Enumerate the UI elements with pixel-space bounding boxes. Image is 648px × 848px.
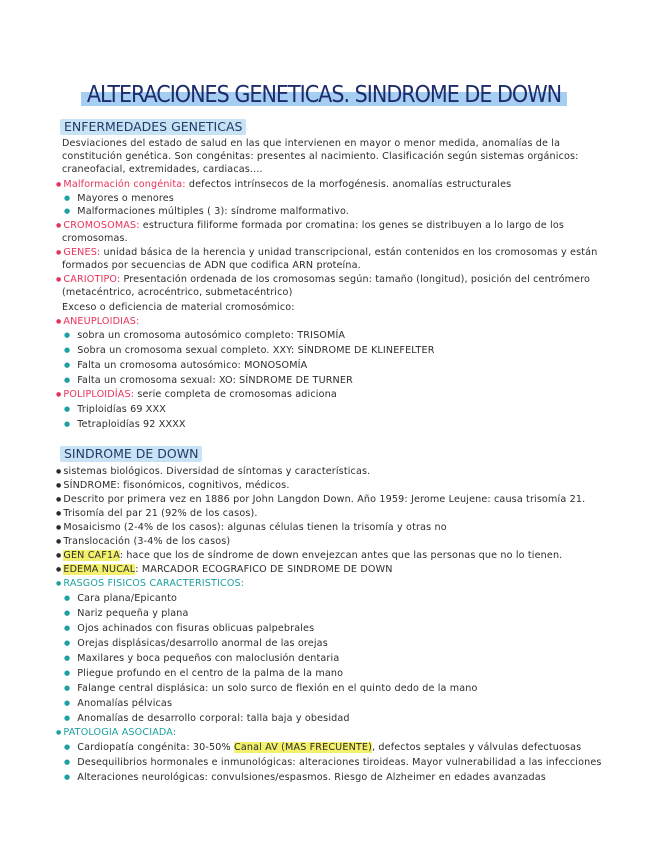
cariotipo-item: ● CARIOTIPO: Presentación ordenada de los cromosomas según: tamaño (longitud), posición del centrómero: [56, 273, 590, 287]
down-item: ● SÍNDROME: fisonómicos, cognitivos, médicos.: [56, 479, 290, 493]
heading-sindrome-de-down: SINDROME DE DOWN: [60, 446, 202, 462]
list-item: ● Nariz pequeña y plana: [64, 608, 189, 619]
list-item: ● Falta un cromosoma sexual: XO: SÍNDROME DE TURNER: [64, 375, 353, 386]
down-item: ● Translocación (3-4% de los casos): [56, 535, 230, 549]
list-item: ● Anomalías pélvicas: [64, 698, 173, 709]
page-title: ALTERACIONES GENETICAS. SINDROME DE DOWN: [81, 82, 567, 108]
aneuploidias-item: ● ANEUPLOIDIAS:: [56, 315, 139, 329]
heading-enfermedades-geneticas: ENFERMEDADES GENETICAS: [60, 119, 246, 135]
genes-cont: formados por secuencias de ADN que codifica ARN proteína.: [62, 260, 361, 271]
rasgos-heading: ● RASGOS FISICOS CARACTERISTICOS:: [56, 577, 244, 591]
list-item: ● Cara plana/Epicanto: [64, 593, 178, 604]
malformacion-item: ● Malformación congénita: defectos intrínsecos de la morfogénesis. anomalías estructurales: [56, 178, 511, 192]
down-item: ● Trisomía del par 21 (92% de los casos).: [56, 507, 258, 521]
list-item: ● Alteraciones neurológicas: convulsiones/espasmos. Riesgo de Alzheimer en edades avanzadas: [64, 772, 546, 783]
cariotipo-cont: (metacéntrico, acrocéntrico, submetacéntrico): [62, 287, 293, 298]
list-item: ● Desequilibrios hormonales e inmunológicas: alteraciones tiroideas. Mayor vulnerabilidad a las infecciones: [64, 757, 602, 768]
list-item: ● Tetraploidías 92 XXXX: [64, 419, 186, 430]
intro-line: Desviaciones del estado de salud en las que intervienen en mayor o menor medida, anomalías de la: [62, 138, 561, 149]
list-item: ● Triploidías 69 XXX: [64, 404, 166, 415]
list-item: ● sobra un cromosoma autosómico completo: TRISOMÍA: [64, 330, 346, 341]
down-item: ● Mosaicismo (2-4% de los casos): algunas células tienen la trisomía y otras no: [56, 521, 447, 535]
poliploidias-item: ● POLIPLOIDÍAS: serie completa de cromosomas adiciona: [56, 388, 337, 402]
intro-line: craneofacial, extremidades, cardiacas....: [62, 164, 263, 175]
list-item: ● Pliegue profundo en el centro de la palma de la mano: [64, 668, 344, 679]
intro-line: constitución genética. Son congénitas: presentes al nacimiento. Clasificación según sistemas orgánicos:: [62, 151, 579, 162]
list-item: ● Orejas displásicas/desarrollo anormal de las orejas: [64, 638, 328, 649]
list-item: ● Malformaciones múltiples ( 3): síndrome malformativo.: [64, 206, 349, 217]
list-item: ● Maxilares y boca pequeños con maloclusión dentaria: [64, 653, 340, 664]
title-wrap: [0, 82, 648, 108]
cromosomas-item: ● CROMOSOMAS: estructura filiforme formada por cromatina: los genes se distribuyen a lo largo de los: [56, 219, 564, 233]
down-item: ● Descrito por primera vez en 1886 por John Langdon Down. Año 1959: Jerome Leujene: causa trisomía 21.: [56, 493, 585, 507]
gen-caf1a-item: ● GEN CAF1A: hace que los de síndrome de down envejezcan antes que las personas que no lo tienen.: [56, 549, 562, 563]
list-item: ● Cardiopatía congénita: 30-50% Canal AV (MAS FRECUENTE), defectos septales y válvulas defectuosas: [64, 742, 582, 753]
exceso-line: Exceso o deficiencia de material cromosómico:: [62, 302, 295, 313]
genes-item: ● GENES: unidad básica de la herencia y unidad transcripcional, están contenidos en los cromosomas y están: [56, 246, 597, 260]
list-item: ● Mayores o menores: [64, 193, 174, 204]
list-item: ● Sobra un cromosoma sexual completo. XXY: SÍNDROME DE KLINEFELTER: [64, 345, 435, 356]
edema-nucal-item: ● EDEMA NUCAL: MARCADOR ECOGRAFICO DE SINDROME DE DOWN: [56, 563, 393, 577]
list-item: ● Falange central displásica: un solo surco de flexión en el quinto dedo de la mano: [64, 683, 478, 694]
list-item: ● Ojos achinados con fisuras oblicuas palpebrales: [64, 623, 315, 634]
list-item: ● Falta un cromosoma autosómico: MONOSOMÍA: [64, 360, 308, 371]
cromosomas-cont: cromosomas.: [62, 233, 128, 244]
list-item: ● Anomalías de desarrollo corporal: talla baja y obesidad: [64, 713, 350, 724]
down-item: ● sistemas biológicos. Diversidad de síntomas y características.: [56, 465, 370, 479]
patologia-heading: ● PATOLOGIA ASOCIADA:: [56, 726, 176, 740]
